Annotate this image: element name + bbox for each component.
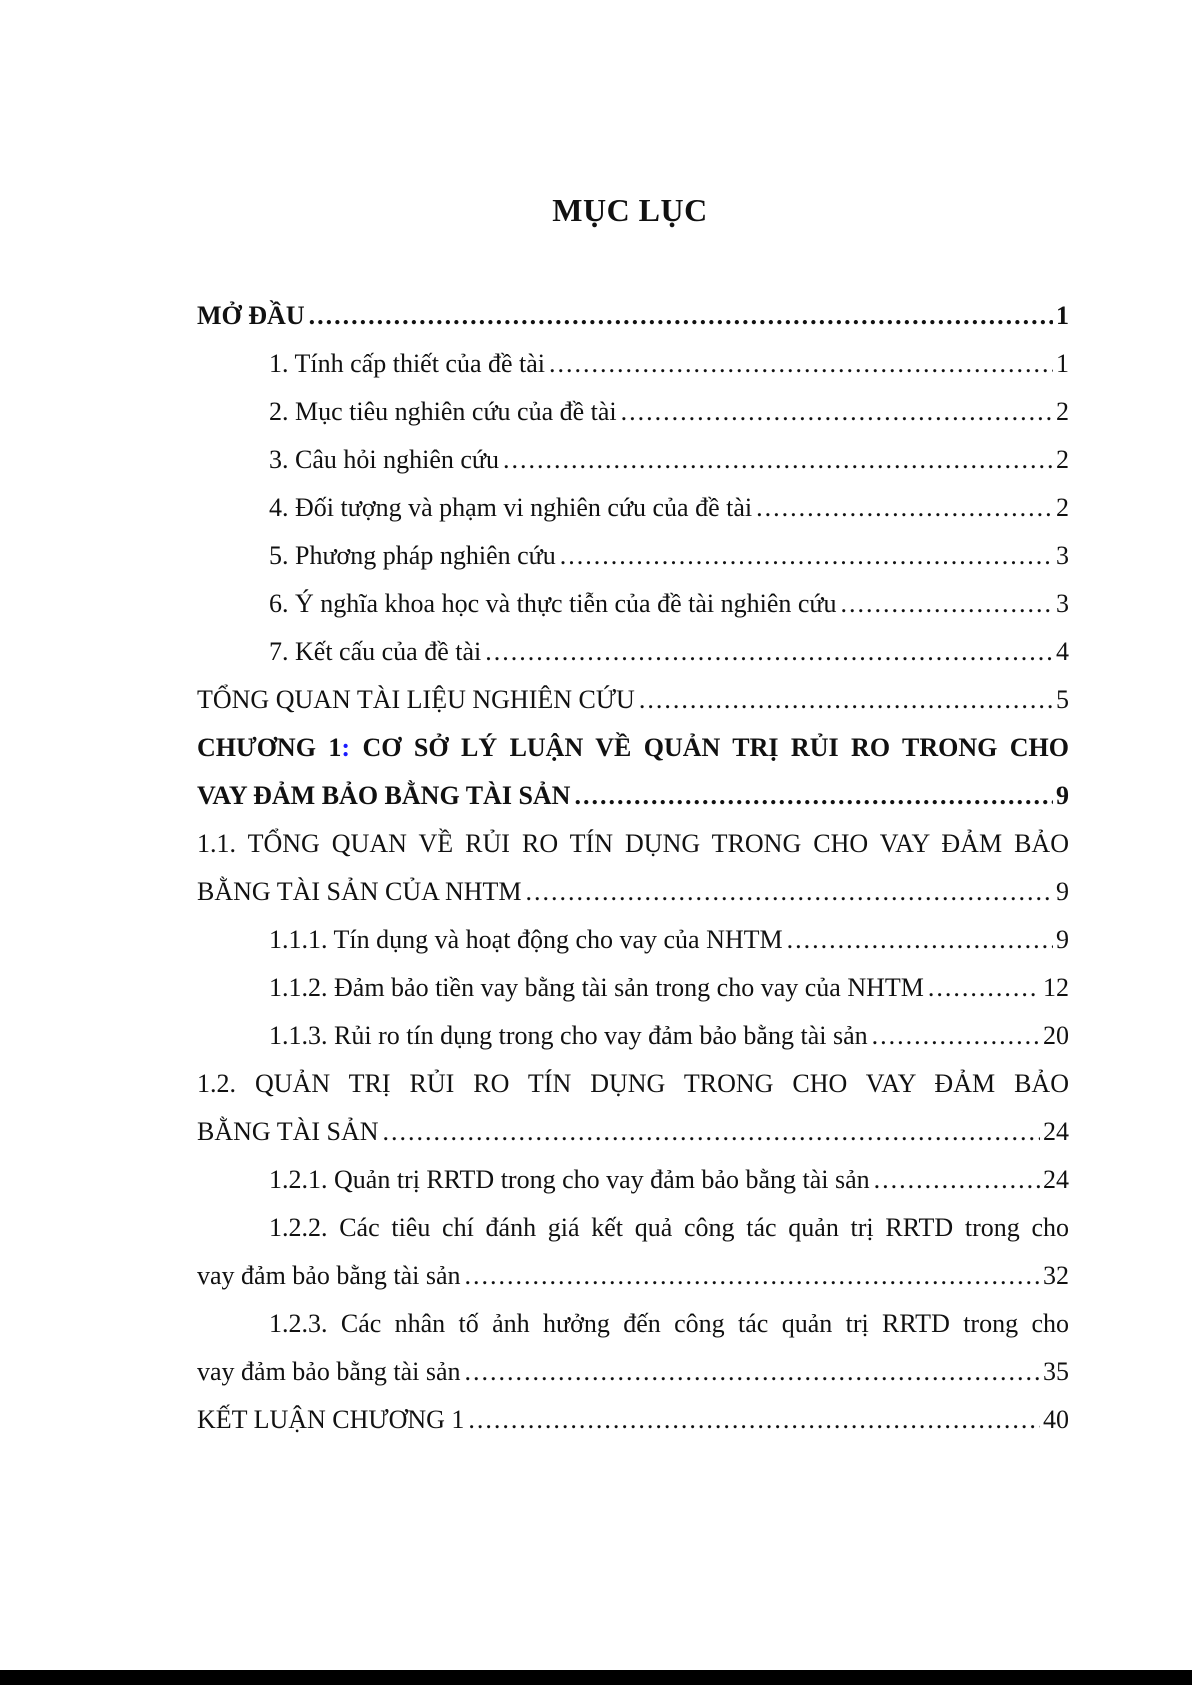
toc-page-number: 35: [1043, 1357, 1069, 1386]
toc-section-1-1-line-2[interactable]: [197, 868, 1069, 916]
toc-page-number: 9: [1056, 781, 1069, 810]
toc-entry-title: vay đảm bảo bằng tài sản: [197, 1357, 461, 1386]
toc-page-number: 24: [1043, 1165, 1069, 1194]
toc-leader: [526, 868, 1053, 916]
toc-entry-mo-dau[interactable]: [197, 292, 1069, 340]
toc-entry-title: 7. Kết cấu của đề tài: [269, 637, 482, 666]
toc-page-number: 2: [1056, 397, 1069, 426]
toc-entry-title: 3. Câu hỏi nghiên cứu: [269, 445, 500, 474]
toc-leader: [756, 484, 1053, 532]
page-title: MỤC LỤC: [552, 192, 708, 228]
toc-page-number: 9: [1056, 925, 1069, 954]
toc-entry-title: 1.2.1. Quản trị RRTD trong cho vay đảm bảo bằng tài sản: [269, 1165, 870, 1194]
toc-entry-title: 1.1.1. Tín dụng và hoạt động cho vay của NHTM: [269, 925, 783, 954]
toc-page-number: 12: [1043, 973, 1069, 1002]
toc-page-number: 2: [1056, 445, 1069, 474]
toc-entry-title: 2. Mục tiêu nghiên cứu của đề tài: [269, 397, 617, 426]
toc-entry-title: 1. Tính cấp thiết của đề tài: [269, 349, 546, 378]
toc-page-number: 32: [1043, 1261, 1069, 1290]
toc-page-number: 20: [1043, 1021, 1069, 1050]
chapter-title-line-2: VAY ĐẢM BẢO BẰNG TÀI SẢN: [197, 781, 571, 810]
toc-page-number: 9: [1056, 877, 1069, 906]
toc-section-1-2-line-1[interactable]: 1.2. QUẢN TRỊ RỦI RO TÍN DỤNG TRONG CHO VAY ĐẢM BẢO: [197, 1069, 1069, 1098]
toc-entry[interactable]: [197, 628, 1069, 676]
toc-leader: [383, 1108, 1040, 1156]
toc-leader: [485, 628, 1053, 676]
toc-entry-title: 4. Đối tượng và phạm vi nghiên cứu của đề tài: [269, 493, 753, 522]
toc-page-number: 40: [1043, 1405, 1069, 1434]
toc-leader: [872, 1012, 1040, 1060]
toc-entry[interactable]: [197, 484, 1069, 532]
toc-section-1-2-2-line-1[interactable]: 1.2.2. Các tiêu chí đánh giá kết quả công tác quản trị RRTD trong cho: [269, 1213, 1069, 1242]
toc-page-number: 1: [1056, 301, 1069, 330]
toc-entry[interactable]: [197, 1156, 1069, 1204]
toc-leader: [874, 1156, 1040, 1204]
toc-section-1-2-line-2[interactable]: [197, 1108, 1069, 1156]
table-of-contents: [197, 292, 1069, 1444]
toc-section-1-2-2-line-2[interactable]: [197, 1252, 1069, 1300]
toc-leader: [560, 532, 1053, 580]
toc-entry[interactable]: [197, 532, 1069, 580]
toc-section-1-2-3-line-2[interactable]: [197, 1348, 1069, 1396]
toc-entry-title: 6. Ý nghĩa khoa học và thực tiễn của đề tài nghiên cứu: [269, 589, 837, 618]
toc-leader: [928, 964, 1040, 1012]
toc-page-number: 4: [1056, 637, 1069, 666]
toc-entry-title: vay đảm bảo bằng tài sản: [197, 1261, 461, 1290]
toc-entry-title: BẰNG TÀI SẢN CỦA NHTM: [197, 877, 522, 906]
toc-section-1-2-3-line-1[interactable]: 1.2.3. Các nhân tố ảnh hưởng đến công tác quản trị RRTD trong cho: [269, 1309, 1069, 1338]
toc-page-number: 5: [1056, 685, 1069, 714]
toc-entry-ket-luan[interactable]: [197, 1396, 1069, 1444]
toc-entry-title: TỔNG QUAN TÀI LIỆU NGHIÊN CỨU: [197, 685, 635, 714]
toc-leader: [639, 676, 1053, 724]
toc-entry[interactable]: [197, 340, 1069, 388]
toc-page-number: 3: [1056, 589, 1069, 618]
toc-leader: [787, 916, 1053, 964]
toc-entry[interactable]: [197, 388, 1069, 436]
toc-leader: [468, 1396, 1040, 1444]
toc-entry-title: 1.1.2. Đảm bảo tiền vay bằng tài sản trong cho vay của NHTM: [269, 973, 924, 1002]
toc-page-number: 24: [1043, 1117, 1069, 1146]
toc-entry[interactable]: [197, 916, 1069, 964]
toc-leader: [549, 340, 1053, 388]
toc-entry-title: KẾT LUẬN CHƯƠNG 1: [197, 1405, 465, 1434]
chapter-prefix: CHƯƠNG 1: [197, 733, 342, 762]
toc-page-number: 3: [1056, 541, 1069, 570]
toc-leader: [309, 292, 1053, 340]
toc-section-1-1-line-1[interactable]: 1.1. TỔNG QUAN VỀ RỦI RO TÍN DỤNG TRONG CHO VAY ĐẢM BẢO: [197, 829, 1069, 858]
toc-leader: [621, 388, 1053, 436]
toc-entry-title: 1.1.3. Rủi ro tín dụng trong cho vay đảm bảo bằng tài sản: [269, 1021, 868, 1050]
toc-entry-title: 5. Phương pháp nghiên cứu: [269, 541, 556, 570]
chapter-title-line-1: CƠ SỞ LÝ LUẬN VỀ QUẢN TRỊ RỦI RO TRONG CHO: [362, 733, 1069, 762]
toc-entry[interactable]: [197, 436, 1069, 484]
toc-leader: [841, 580, 1053, 628]
toc-entry[interactable]: [197, 1012, 1069, 1060]
toc-leader: [465, 1348, 1040, 1396]
page-bottom-edge: [0, 1670, 1192, 1685]
chapter-colon: :: [341, 733, 351, 762]
toc-chapter-1-line-1[interactable]: [197, 724, 1069, 772]
toc-leader: [503, 436, 1053, 484]
toc-entry[interactable]: [197, 580, 1069, 628]
toc-entry-tong-quan[interactable]: [197, 676, 1069, 724]
toc-chapter-1-line-2[interactable]: [197, 772, 1069, 820]
toc-entry-title: MỞ ĐẦU: [197, 301, 305, 330]
toc-page-number: 2: [1056, 493, 1069, 522]
toc-leader: [574, 772, 1053, 820]
toc-entry[interactable]: [197, 964, 1069, 1012]
toc-leader: [465, 1252, 1040, 1300]
toc-entry-title: BẰNG TÀI SẢN: [197, 1117, 379, 1146]
toc-page-number: 1: [1056, 349, 1069, 378]
